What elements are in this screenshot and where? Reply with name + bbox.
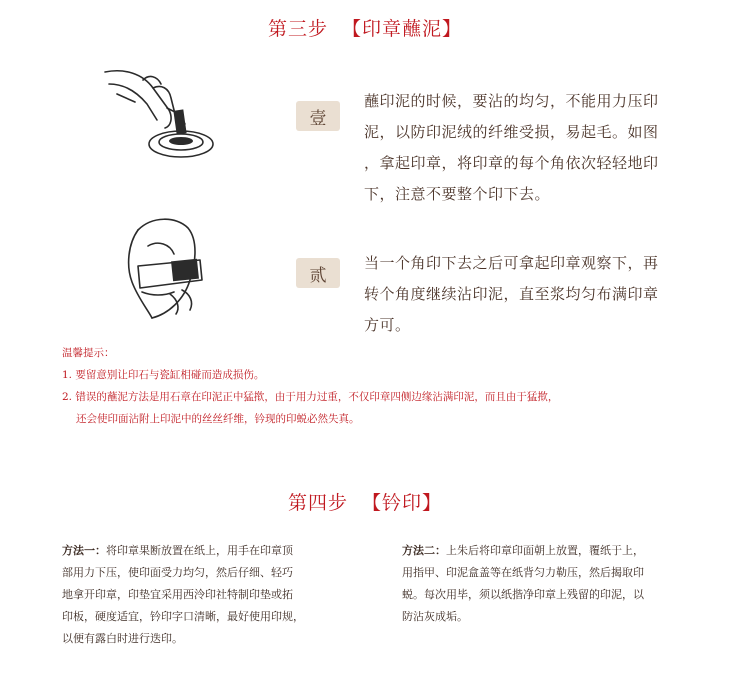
step4-title (0, 488, 730, 515)
method-2 (402, 540, 712, 628)
tips-block (62, 342, 722, 430)
step-badge-2: 贰 (296, 258, 340, 288)
text-line: ，拿起印章，将印章的每个角依次轻轻地印 (364, 154, 659, 172)
tip-line: 2. 错误的蘸泥方法是用石章在印泥正中猛揿，由于用力过重，不仅印章四侧边缘沾满印泥，而且由于猛揿， (62, 391, 559, 403)
text-line: 下，注意不要整个印下去。 (364, 185, 551, 203)
method-line: 用指甲、印泥盒盖等在纸背匀力勒压，然后揭取印 (402, 566, 644, 579)
method-1 (62, 540, 362, 650)
method-line: 部用力下压，使印面受力均匀，然后仔细、轻巧 (62, 566, 293, 579)
text-line: 泥，以防印泥绒的纤维受损，易起毛。如图 (364, 123, 659, 141)
step4-bracket: 【钤印】 (362, 492, 443, 514)
step3-item2-text (364, 248, 694, 341)
hand-holding-seal-icon (118, 210, 213, 325)
text-line: 转个角度继续沾印泥，直至浆均匀布满印章 (364, 285, 659, 303)
step3-item1-text (364, 86, 694, 210)
tip-line: 1. 要留意别让印石与瓷缸相碰而造成损伤。 (62, 369, 265, 381)
text-line: 方可。 (364, 316, 411, 334)
step3-title (0, 14, 730, 41)
tips-heading: 温馨提示： (62, 347, 115, 359)
method-line: 防沾灰成垢。 (402, 610, 468, 623)
method-1-label: 方法一： (62, 544, 106, 557)
hand-dipping-seal-icon (95, 62, 220, 162)
method-line: 印板，硬度适宜，钤印字口清晰，最好使用印规， (62, 610, 304, 623)
text-line: 当一个角印下去之后可拿起印章观察下，再 (364, 254, 659, 272)
method-2-label: 方法二： (402, 544, 446, 557)
step3-bracket: 【印章蘸泥】 (342, 18, 463, 40)
method-line: 以便有露白时进行迭印。 (62, 632, 183, 645)
method-line: 地拿开印章，印垫宜采用西泠印社特制印垫或拓 (62, 588, 293, 601)
method-line: 上朱后将印章印面朝上放置，覆纸于上， (446, 544, 644, 557)
text-line: 蘸印泥的时候，要沾的均匀，不能用力压印 (364, 92, 659, 110)
method-line: 蜕。每次用毕，须以纸揩净印章上残留的印泥，以 (402, 588, 644, 601)
method-line: 将印章果断放置在纸上，用手在印章顶 (106, 544, 293, 557)
step3-label: 第三步 (267, 18, 328, 40)
tip-line: 还会使印面沾附上印泥中的丝丝纤维，钤现的印蜕必然失真。 (76, 413, 360, 425)
step4-label: 第四步 (287, 492, 348, 514)
step-badge-1: 壹 (296, 101, 340, 131)
